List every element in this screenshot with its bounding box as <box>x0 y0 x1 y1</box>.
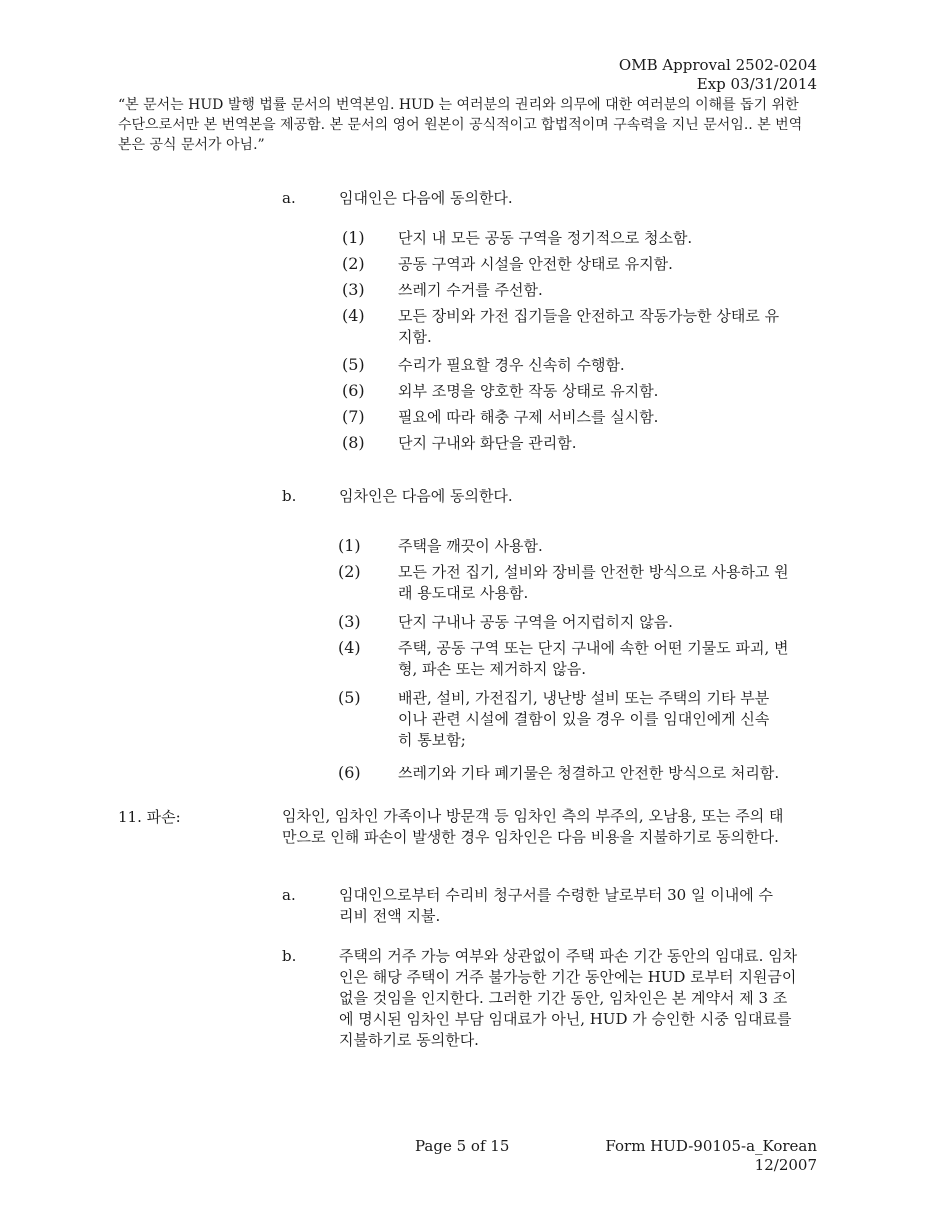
form-number: Form HUD-90105-a_Korean <box>605 1137 817 1155</box>
omb-header <box>619 56 817 94</box>
section-b-intro: 임차인은 다음에 동의한다. <box>339 487 513 505</box>
section-a-item-number: (7) <box>342 407 365 426</box>
section-a-item-text: 수리가 필요할 경우 신속히 수행함. <box>398 356 625 374</box>
section-a-item-number: (5) <box>342 355 365 374</box>
section-b-item-text: 쓰레기와 기타 폐기물은 청결하고 안전한 방식으로 처리함. <box>398 764 780 782</box>
section-b-item-text: 주택, 공동 구역 또는 단지 구내에 속한 어떤 기물도 파괴, 변형, 파손 또는 제거하지 않음. <box>398 639 789 678</box>
section-a-item-text: 쓰레기 수거를 주선함. <box>398 281 543 299</box>
section-a-item-number: (8) <box>342 433 365 452</box>
section-b-letter: b. <box>282 487 297 505</box>
section-11-item-text: 주택의 거주 가능 여부와 상관없이 주택 파손 기간 동안의 임대료. 임차인은 해당 주택이 거주 불가능한 기간 동안에는 HUD 로부터 지원금이 없을 것임을 인지한다. 그러한 기간 동안, 임차인은 본 계약서 제 3 조에 명시된 임차인 부담 임대료가 아닌, HUD 가 승인한 시중 임대료를 지불하기로 동의한다. <box>339 947 798 1049</box>
section-b-item-text: 배관, 설비, 가전집기, 냉난방 설비 또는 주택의 기타 부분이나 관련 시설에 결함이 있을 경우 이를 임대인에게 신속히 통보함; <box>398 689 770 749</box>
page-number: Page 5 of 15 <box>415 1137 510 1155</box>
section-a-item-number: (3) <box>342 280 365 299</box>
section-b-item-number: (1) <box>338 536 361 555</box>
section-b-item-number: (5) <box>338 688 361 707</box>
section-a-item-text: 단지 구내와 화단을 관리함. <box>398 434 577 452</box>
translation-disclaimer: “본 문서는 HUD 발행 법률 문서의 번역본임. HUD 는 여러분의 권리와 의무에 대한 여러분의 이해를 돕기 위한 수단으로서만 본 번역본을 제공함. 본 문서의 영어 원본이 공식적이고 합법적이며 구속력을 지닌 문서임.. 본 번역본은 공식 문서가 아님.” <box>118 97 803 153</box>
section-b-item-text: 단지 구내나 공동 구역을 어지럽히지 않음. <box>398 613 673 631</box>
omb-approval-number: OMB Approval 2502-0204 <box>618 56 817 74</box>
section-a-item-text: 모든 장비와 가전 집기들을 안전하고 작동가능한 상태로 유지함. <box>398 307 780 346</box>
section-a-item-number: (4) <box>342 306 365 325</box>
form-date: 12/2007 <box>754 1156 817 1174</box>
section-b-item-number: (6) <box>338 763 361 782</box>
section-a-letter: a. <box>282 189 296 207</box>
section-a-item-number: (1) <box>342 228 365 247</box>
section-b-item-text: 주택을 깨끗이 사용함. <box>398 537 543 555</box>
section-b-item-number: (4) <box>338 638 361 657</box>
section-11-intro: 임차인, 임차인 가족이나 방문객 등 임차인 측의 부주의, 오남용, 또는 주의 태만으로 인해 파손이 발생한 경우 임차인은 다음 비용을 지불하기로 동의한다. <box>282 807 784 846</box>
section-a-item-text: 필요에 따라 해충 구제 서비스를 실시함. <box>398 408 659 426</box>
section-11-item-letter: a. <box>282 886 296 904</box>
omb-expiration: Exp 03/31/2014 <box>696 75 817 93</box>
section-a-item-number: (2) <box>342 254 365 273</box>
section-b-item-number: (2) <box>338 562 361 581</box>
section-b-item-number: (3) <box>338 612 361 631</box>
section-a-item-text: 외부 조명을 양호한 작동 상태로 유지함. <box>398 382 659 400</box>
section-b-item-text: 모든 가전 집기, 설비와 장비를 안전한 방식으로 사용하고 원래 용도대로 사용함. <box>398 563 789 602</box>
section-a-item-number: (6) <box>342 381 365 400</box>
section-a-item-text: 공동 구역과 시설을 안전한 상태로 유지함. <box>398 255 673 273</box>
section-a-item-text: 단지 내 모든 공동 구역을 정기적으로 청소함. <box>398 229 693 247</box>
section-a-intro: 임대인은 다음에 동의한다. <box>339 189 513 207</box>
form-footer <box>605 1137 817 1175</box>
section-11-item-letter: b. <box>282 947 297 965</box>
section-11-item-text: 임대인으로부터 수리비 청구서를 수령한 날로부터 30 일 이내에 수리비 전액 지불. <box>339 886 773 925</box>
section-11-label: 11. 파손: <box>118 808 181 826</box>
